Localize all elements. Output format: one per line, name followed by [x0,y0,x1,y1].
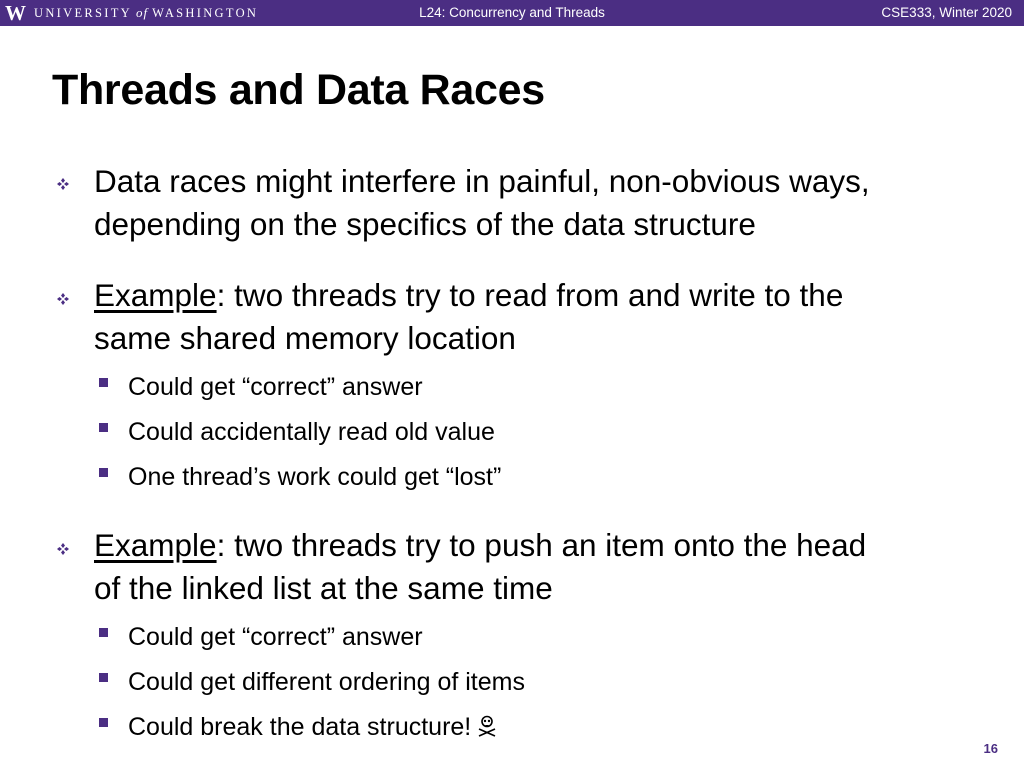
sub-bullet: One thread’s work could get “lost” [128,463,502,491]
header-bar [0,0,1024,26]
bullet-line: Data races might interfere in painful, non-obvious ways, [94,163,870,199]
diamond-bullet-icon [55,541,71,557]
uw-w-logo: W [5,1,26,25]
diamond-bullet-icon [55,291,71,307]
university-name-of: of [136,5,149,20]
page-number: 16 [983,741,998,756]
square-bullet-icon [99,423,108,432]
sub-bullet: Could get “correct” answer [128,373,423,401]
bullet-line: depending on the specifics of the data structure [94,206,756,242]
sub-bullet: Could get “correct” answer [128,623,423,651]
square-bullet-icon [99,673,108,682]
sub-bullet: Could get different ordering of items [128,668,525,696]
bullet-example-read-write [94,274,974,360]
skull-crossbones-icon [475,714,499,738]
bullet-data-races [94,160,974,246]
example-label: Example [94,277,217,313]
university-name-part2: WASHINGTON [152,6,259,20]
square-bullet-icon [99,628,108,637]
sub-bullet-with-icon [128,712,499,742]
bullet-text: : two threads try to push an item onto the head [216,527,867,563]
slide-title: Threads and Data Races [52,66,545,114]
course-label: CSE333, Winter 2020 [881,5,1012,20]
square-bullet-icon [99,718,108,727]
sub-bullet: Could accidentally read old value [128,418,495,446]
bullet-line: of the linked list at the same time [94,570,553,606]
bullet-line [94,524,974,567]
bullet-line: same shared memory location [94,320,516,356]
lecture-title: L24: Concurrency and Threads [419,5,605,20]
bullet-text: : two threads try to read from and write to the [216,277,844,313]
example-label: Example [94,527,217,563]
bullet-example-linked-list [94,524,974,610]
university-name-part1: UNIVERSITY [34,6,132,20]
diamond-bullet-icon [55,176,71,192]
bullet-line [94,274,974,317]
square-bullet-icon [99,378,108,387]
sub-bullet-text: Could break the data structure! [128,713,472,741]
square-bullet-icon [99,468,108,477]
